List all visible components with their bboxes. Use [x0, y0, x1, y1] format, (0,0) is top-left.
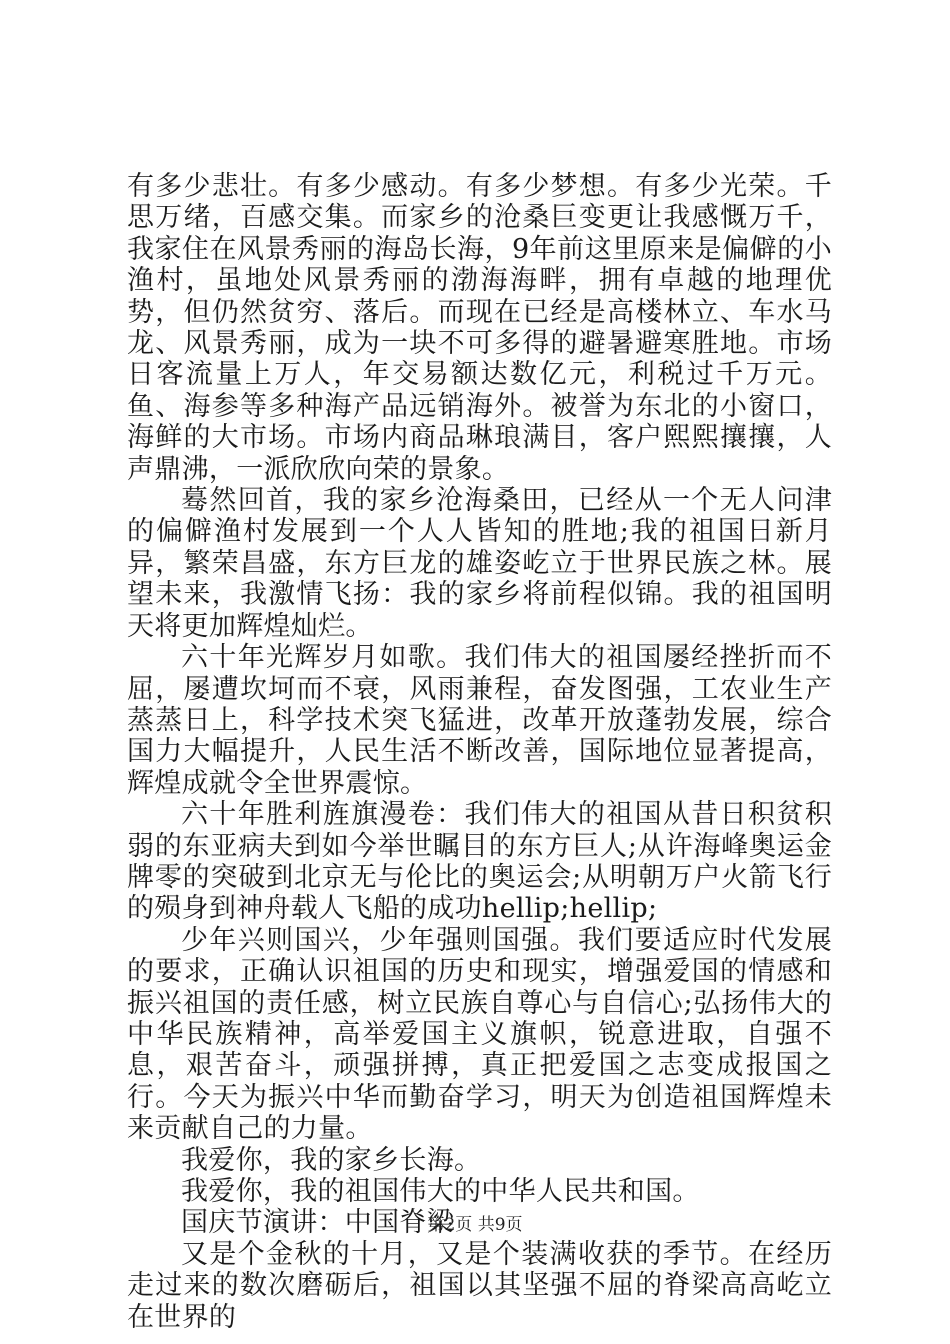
paragraph-2: 蓦然回首，我的家乡沧海桑田，已经从一个无人问津的偏僻渔村发展到一个人人皆知的胜地;我的祖国日新月异，繁荣昌盛，东方巨龙的雄姿屹立于世界民族之林。展望未来，我激情飞扬：我的家乡将前程似锦。我的祖国明天将更加辉煌灿烂。: [127, 485, 832, 642]
paragraph-4: 六十年胜利旌旗漫卷：我们伟大的祖国从昔日积贫积弱的东亚病夫到如今举世瞩目的东方巨人;从许海峰奥运金牌零的突破到北京无与伦比的奥运会;从明朝万户火箭飞行的殒身到神舟载人飞船的成功hellip;hellip;: [127, 799, 832, 925]
paragraph-3: 六十年光辉岁月如歌。我们伟大的祖国屡经挫折而不屈，屡遭坎坷而不衰，风雨兼程，奋发图强，工农业生产蒸蒸日上，科学技术突飞猛进，改革开放蓬勃发展，综合国力大幅提升，人民生活不断改善，国际地位显著提高，辉煌成就令全世界震惊。: [127, 642, 832, 799]
page-number-footer: 第2页 共9页: [427, 1215, 523, 1235]
paragraph-7: 我爱你，我的祖国伟大的中华人民共和国。: [181, 1176, 700, 1207]
paragraph-1: 有多少悲壮。有多少感动。有多少梦想。有多少光荣。千思万绪，百感交集。而家乡的沧桑巨变更让我感慨万千，我家住在风景秀丽的海岛长海，9年前这里原来是偏僻的小渔村，虽地处风景秀丽的渤海海畔，拥有卓越的地理优势，但仍然贫穷、落后。而现在已经是高楼林立、车水马龙、风景秀丽，成为一块不可多得的避暑避寒胜地。市场日客流量上万人，年交易额达数亿元，利税过千万元。鱼、海参等多种海产品远销海外。被誉为东北的小窗口，海鲜的大市场。市场内商品琳琅满目，客户熙熙攘攘，人声鼎沸，一派欣欣向荣的景象。: [127, 171, 832, 485]
section-heading: 国庆节演讲：中国脊梁: [181, 1207, 454, 1239]
document-body: [127, 171, 832, 1333]
paragraph-5: 少年兴则国兴，少年强则国强。我们要适应时代发展的要求，正确认识祖国的历史和现实，增强爱国的情感和振兴祖国的责任感，树立民族自尊心与自信心;弘扬伟大的中华民族精神，高举爱国主义旗帜，锐意进取，自强不息，艰苦奋斗，顽强拼搏，真正把爱国之志变成报国之行。今天为振兴中华而勤奋学习，明天为创造祖国辉煌未来贡献自己的力量。: [127, 924, 832, 1145]
paragraph-9: 又是个金秋的十月，又是个装满收获的季节。在经历走过来的数次磨砺后，祖国以其坚强不屈的脊梁高高屹立在世界的: [127, 1238, 832, 1333]
paragraph-6: 我爱你，我的家乡长海。: [181, 1144, 482, 1176]
